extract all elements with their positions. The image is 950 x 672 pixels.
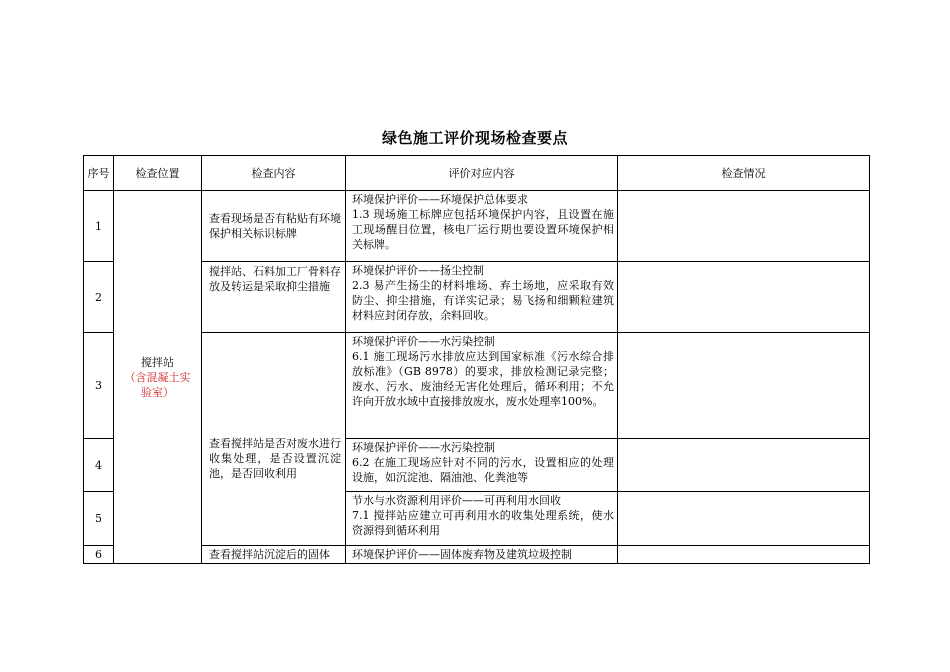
inspection-table xyxy=(83,155,870,564)
result-cell[interactable] xyxy=(618,262,870,333)
location-main: 搅拌站 xyxy=(141,355,174,369)
evaluation-title: 节水与水资源利用评价——可再利用水回收 xyxy=(352,494,561,507)
evaluation-title: 环境保护评价——环境保护总体要求 xyxy=(352,193,528,206)
evaluation-title: 环境保护评价——扬尘控制 xyxy=(352,264,484,277)
evaluation-title: 环境保护评价——水污染控制 xyxy=(352,441,495,454)
location-cell xyxy=(114,191,202,564)
table-row xyxy=(84,262,870,333)
evaluation-cell xyxy=(346,439,618,492)
evaluation-cell xyxy=(346,546,618,564)
evaluation-cell xyxy=(346,492,618,546)
evaluation-text: 7.1 搅拌站应建立可再利用水的收集处理系统，使水资源得到循环利用 xyxy=(352,509,614,537)
result-cell[interactable] xyxy=(618,333,870,439)
header-result: 检查情况 xyxy=(618,156,870,191)
table-row xyxy=(84,191,870,262)
table-row xyxy=(84,333,870,439)
evaluation-text: 2.3 易产生扬尘的材料堆场、弃土场地，应采取有效防尘、抑尘措施，有详实记录；易飞扬和细颗粒建筑材料应封闭存放，余料回收。 xyxy=(352,279,614,322)
evaluation-text: 1.3 现场施工标牌应包括环境保护内容，且设置在施工现场醒目位置，核电厂运行期也要设置环境保护相关标牌。 xyxy=(352,208,614,251)
row-index: 1 xyxy=(84,191,114,262)
evaluation-cell xyxy=(346,191,618,262)
check-content: 搅拌站、石料加工厂骨料存放及转运是采取抑尘措施 xyxy=(202,262,346,333)
header-index: 序号 xyxy=(84,156,114,191)
table-header-row xyxy=(84,156,870,191)
header-content: 检查内容 xyxy=(202,156,346,191)
check-content: 查看搅拌站是否对废水进行收集处理，是否设置沉淀池，是否回收利用 xyxy=(202,333,346,546)
header-location: 检查位置 xyxy=(114,156,202,191)
result-cell[interactable] xyxy=(618,546,870,564)
row-index: 4 xyxy=(84,439,114,492)
result-cell[interactable] xyxy=(618,439,870,492)
evaluation-text: 6.2 在施工现场应针对不同的污水，设置相应的处理设施，如沉淀池、隔油池、化粪池等 xyxy=(352,456,614,484)
row-index: 3 xyxy=(84,333,114,439)
row-index: 2 xyxy=(84,262,114,333)
location-note: （含混凝土实验室） xyxy=(124,370,191,399)
evaluation-title: 环境保护评价——固体废弃物及建筑垃圾控制 xyxy=(352,548,572,561)
evaluation-text: 6.1 施工现场污水排放应达到国家标准《污水综合排放标准》（GB 8978）的要求，排放检测记录完整；废水、污水、废油经无害化处理后，循环利用；不允许向开放水域中直接排放废水，废水处理率100%。 xyxy=(352,350,614,408)
evaluation-cell xyxy=(346,262,618,333)
row-index: 6 xyxy=(84,546,114,564)
evaluation-cell xyxy=(346,333,618,439)
result-cell[interactable] xyxy=(618,191,870,262)
row-index: 5 xyxy=(84,492,114,546)
check-content: 查看现场是否有粘贴有环境保护相关标识标牌 xyxy=(202,191,346,262)
table-row xyxy=(84,546,870,564)
result-cell[interactable] xyxy=(618,492,870,546)
check-content: 查看搅拌站沉淀后的固体 xyxy=(202,546,346,564)
page-title: 绿色施工评价现场检查要点 xyxy=(381,129,568,147)
evaluation-title: 环境保护评价——水污染控制 xyxy=(352,335,495,348)
header-evaluation: 评价对应内容 xyxy=(346,156,618,191)
